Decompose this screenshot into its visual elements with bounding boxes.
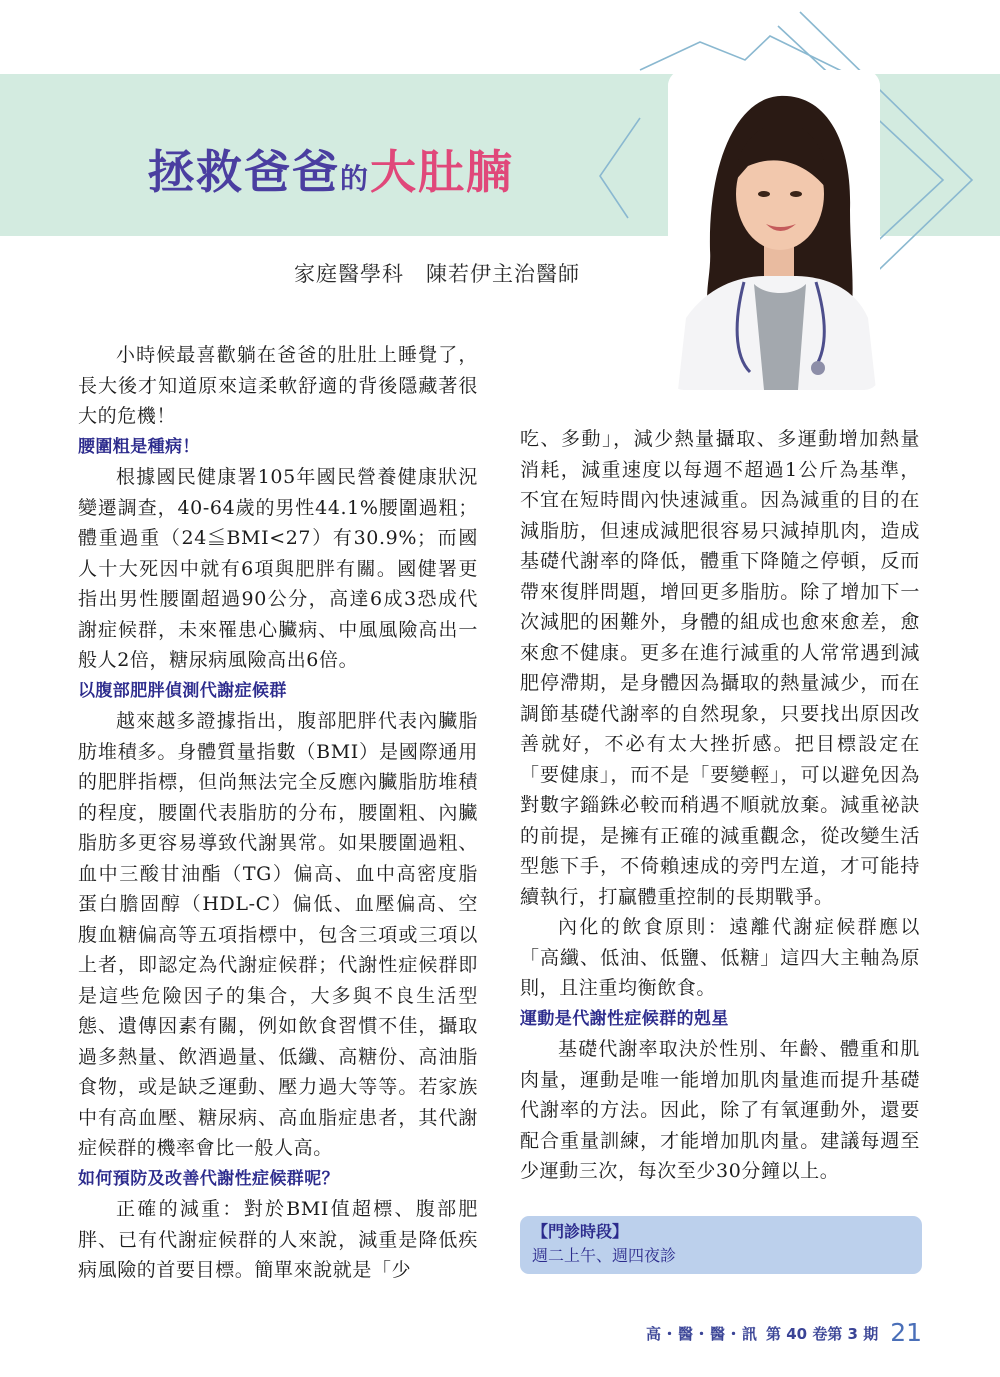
paragraph: 基礎代謝率取決於性別、年齡、體重和肌肉量，運動是唯一能增加肌肉量進而提升基礎代謝率的方法。因此，除了有氧運動外，還要配合重量訓練，才能增加肌肉量。建議每週至少運動三次，每次至少30分鐘以上。 [520,1038,920,1182]
clinic-hours-title: 【門診時段】 [532,1222,629,1241]
doctor-portrait-icon [668,70,880,390]
author-department: 家庭醫學科 [294,262,404,286]
right-column [520,424,920,1187]
paragraph: 根據國民健康署105年國民營養健康狀況變遷調查，40-64歲的男性44.1%腰圍過粗；體重過重（24≦BMI<27）有30.9%；而國人十大死因中就有6項與肥胖有關。國健署更指出男性腰圍超過90公分，高達6成3恐成代謝症候群，未來罹患心臟病、中風風險高出一般人2倍，糖尿病風險高出6倍。 [78,466,478,671]
article-title: 拯救爸爸的大肚腩 [148,145,515,199]
section-heading: 如何預防及改善代謝性症候群呢？ [78,1168,339,1189]
clinic-hours-text: 週二上午、週四夜診 [532,1246,677,1265]
paragraph: 正確的減重：對於BMI值超標、腹部肥胖、已有代謝症候群的人來說，減重是降低疾病風險的首要目標。簡單來說就是「少 [78,1198,478,1281]
page-number: 21 [890,1318,923,1347]
section-heading: 腰圍粗是種病！ [78,436,200,457]
section-heading: 以腹部肥胖偵測代謝症候群 [78,680,287,701]
page-footer [646,1318,922,1347]
paragraph: 越來越多證據指出，腹部肥胖代表內臟脂肪堆積多。身體質量指數（BMI）是國際通用的肥胖指標，但尚無法完全反應內臟脂肪堆積的程度，腰圍代表脂肪的分布，腰圍粗、內臟脂肪多更容易導致代謝異常。如果腰圍過粗、血中三酸甘油酯（TG）偏高、血中高密度脂蛋白膽固醇（HDL-C）偏低、血壓偏高、空腹血糖偏高等五項指標中，包含三項或三項以上者，即認定為代謝症候群；代謝性症候群即是這些危險因子的集合，大多與不良生活型態、遺傳因素有關，例如飲食習慣不佳，攝取過多熱量、飲酒過量、低纖、高糖份、高油脂食物，或是缺乏運動、壓力過大等等。若家族中有高血壓、糖尿病、高血脂症患者，其代謝症候群的機率會比一般人高。 [78,710,478,1159]
journal-name: 高・醫・醫・訊 [646,1325,759,1343]
left-column [78,340,478,1286]
paragraph: 內化的飲食原則：遠離代謝症候群應以「高纖、低油、低鹽、低糖」這四大主軸為原則，且注重均衡飲食。 [520,916,920,999]
clinic-hours-box [520,1216,922,1274]
paragraph: 吃、多動」，減少熱量攝取、多運動增加熱量消耗，減重速度以每週不超過1公斤為基準，不宜在短時間內快速減重。因為減重的目的在減脂肪，但速成減肥很容易只減掉肌肉，造成基礎代謝率的降低，體重下降隨之停頓，反而帶來復胖問題，增回更多脂肪。除了增加下一次減肥的困難外，身體的組成也愈來愈差，愈來愈不健康。更多在進行減重的人常常遇到減肥停滯期，是身體因為攝取的熱量減少，而在調節基礎代謝率的自然現象，只要找出原因改善就好，不必有太大挫折感。把目標設定在「要健康」，而不是「要變輕」，可以避免因為對數字錙銖必較而稍遇不順就放棄。減重祕訣的前提，是擁有正確的減重觀念，從改變生活型態下手，不倚賴速成的旁門左道，才可能持續執行，打贏體重控制的長期戰爭。 [520,428,920,908]
section-heading: 運動是代謝性症候群的剋星 [520,1008,729,1029]
doctor-photo [668,70,880,390]
paragraph: 小時候最喜歡躺在爸爸的肚肚上睡覺了，長大後才知道原來這柔軟舒適的背後隱藏著很大的危機！ [78,344,478,427]
issue-number: 第 40 卷第 3 期 [766,1325,879,1343]
author-name: 陳若伊主治醫師 [426,262,580,286]
author-byline [294,258,580,288]
